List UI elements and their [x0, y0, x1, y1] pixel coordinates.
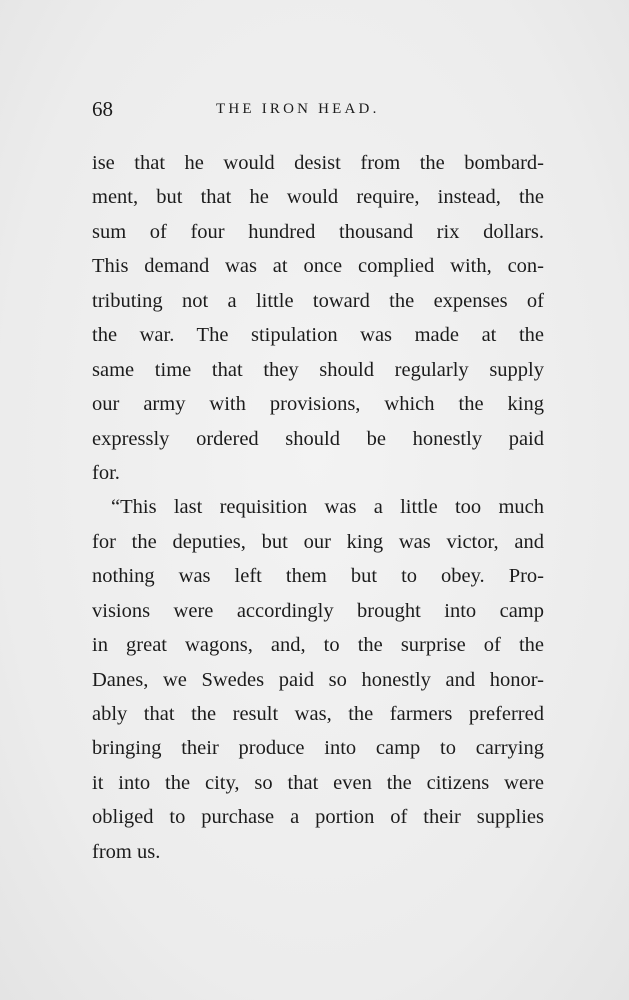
text-line: expressly ordered should be honestly paid: [92, 427, 544, 450]
text-line: ably that the result was, the farmers preferred: [92, 703, 544, 725]
text-line: sum of four hundred thousand rix dollars.: [92, 220, 544, 243]
text-line: bringing their produce into camp to carrying: [92, 737, 544, 760]
page-number: 68: [92, 97, 113, 121]
text-line: the war. The stipulation was made at the: [92, 324, 544, 347]
text-line: for the deputies, but our king was victor, and: [92, 530, 544, 553]
text-line: from us.: [92, 840, 161, 863]
body-text: [92, 146, 544, 869]
text-line: visions were accordingly brought into camp: [92, 599, 544, 622]
text-line: same time that they should regularly supply: [92, 358, 544, 381]
text-line: tributing not a little toward the expenses of: [92, 289, 544, 312]
page-header: [92, 97, 543, 125]
text-line: ise that he would desist from the bombard-: [92, 152, 544, 174]
text-line: ment, but that he would require, instead, the: [92, 186, 544, 209]
text-line: our army with provisions, which the king: [92, 393, 544, 416]
text-line: Danes, we Swedes paid so honestly and honor-: [92, 668, 544, 691]
text-line: This demand was at once complied with, con-: [92, 255, 544, 278]
text-line: obliged to purchase a portion of their supplies: [92, 806, 544, 829]
running-title: THE IRON HEAD.: [216, 101, 380, 117]
text-line: nothing was left them but to obey. Pro-: [92, 565, 544, 588]
text-line: for.: [92, 461, 120, 484]
text-line: “This last requisition was a little too much: [111, 496, 544, 519]
text-line: it into the city, so that even the citizens were: [92, 771, 544, 794]
text-line: in great wagons, and, to the surprise of the: [92, 634, 544, 657]
